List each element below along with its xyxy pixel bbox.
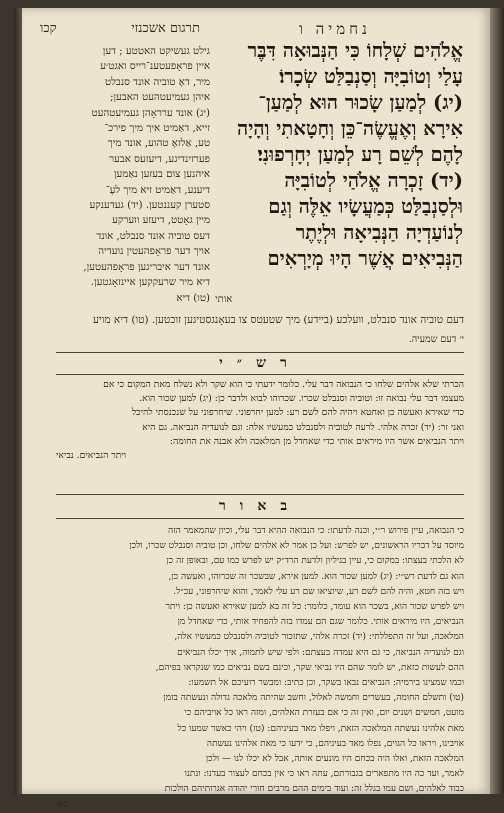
main-line: (יג) לְמַעַן שָׂכוּר הוּא לְמַעַן־: [258, 91, 463, 114]
biur-line: לא הלכתי בעצתו: במקום כי, עיין בגיליון ולדעת הרד״ק יש לפרש כמו עם, ובאופן זה כן: [166, 556, 464, 567]
targum-line: סטערן קעננטען. (יד) געדענקע: [89, 200, 210, 212]
biur-line: (טו) ותשלם החומה, בעשרים וחמשה לאלול, וחשב שהיתה מלאכה גדולה ונעשתה בזמן: [163, 693, 464, 704]
biur-line: מאת אלהינו נעשתה המלאכה הזאת, ויפלו מאד בעיניהם: (טז) ויהי כאשר שמעו כל: [177, 723, 464, 734]
targum-line: דעס טוביה אונד סנבלט, אונד: [96, 230, 210, 242]
page-edge: [490, 8, 504, 794]
targum-continuation: דעם טוביה אונד סנבלט, וועלכע (ביידע) מיך שטעטס צו בעאָנגסטיגען זוכטען. (טו) דיא מויע: [92, 314, 464, 326]
targum-column: [62, 44, 210, 306]
rashi-line: הכרתי שלא אלהים שלחו כי הנבואה דבר עלי. כלומר ידעתי כי הוא שקר ולא נשלח מאת המקום כי אם: [103, 379, 464, 390]
footnote: י׳ דעם שמעיה.: [408, 334, 464, 345]
main-text: [215, 38, 463, 298]
targum-line: דיענע, דאַמיט זיא מיך לעֶ־: [105, 184, 210, 196]
targum-line: זייא, דאַמיט איך מיך פירכ־: [104, 123, 210, 135]
targum-line: מיר, דאָ טוביה אונד סנבלט: [105, 76, 210, 88]
biur-line: הוא גם לדעת רש״י: (יג) למען שכור הוא. למען אירא, שבשכר זה שכרוהו, ואעשה כן,: [168, 571, 464, 582]
main-line: (יד) זָכְרָה אֱלֹהַי לְטוֹבִיָּה: [284, 169, 463, 192]
targum-line: אונד דער איבריגען פראָפהעטען,: [83, 261, 210, 273]
rashi-line: כדי שאירא ואעשה כן ואחטא ויהיה להם לשם רע: למען יחרפוני. שיחרפוני על שנכנסתי להיכל: [131, 407, 464, 419]
targum-line: דיא מיר שרעקקען איינזאָגטען.: [90, 277, 210, 289]
biur-line: כי הנבואה, עיין פירוש ר״י, וכנה לדעתו: כי הנבואה ההיא דבר עלי, וכיון שהמאמר הזה: [168, 526, 464, 536]
main-line: עָלַי וְטוֹבִיָּה וְסַנְבַלַּט שְׂכָרוֹ׃: [279, 65, 463, 88]
main-line: הַנְּבִיאִים אֲשֶׁר הָיוּ מְיָרְאִים: [267, 247, 463, 270]
targum-header: תרגום אשכנזי: [131, 21, 200, 36]
biur-line: המלאכה הזאת, ואלו היה בכחם היו מונעים אותה, אבל לא יכלו לנו — ולכן: [205, 754, 464, 765]
targum-line: מיין גאָטט, דיעזע ווערקע: [112, 215, 210, 227]
main-line: לְנוֹעַדְיָה הַנְּבִיאָה וּלְיֶתֶר: [295, 221, 463, 244]
main-line: וּלְסַנְבַלַּט כְּמַעֲשָׂיו אֵלֶּה וְגַם: [268, 195, 463, 218]
biur-line: כבוד לאלהים, ושם עמו בגלל זה: ועוד בימים ההם מרבים חורי יהודה אגרותיהם הולכות: [164, 784, 464, 795]
biur-line: ההם לעשות כזאת, יש לומר שהם היו נביאי שקר, וכינם בשם נביאים כמו שנקראו בפיהם,: [155, 662, 464, 673]
biur-line: מיוסד על דבריו הראשונים, יש לפרש: ועל כן אמר לא אלהים שלחו, וכן טוביה וסנבלט שכרו, ולכן: [129, 541, 464, 552]
divider: [56, 352, 464, 353]
page-number: קכו: [40, 21, 57, 36]
biur-line: וכמו שמצינו בירמיה: הנביאים נבאו בשקר, וכן כתיב: ומבשר רועיכם אל תשמעו:: [188, 678, 464, 689]
targum-line: אויך דער פראָפהעטין נועדיה: [98, 246, 210, 258]
targum-line: איהנען צום בעזען נאַמען: [113, 169, 210, 181]
rashi-title: רש״י: [219, 355, 301, 371]
biur-catchword: כאו: [56, 799, 69, 810]
divider: [56, 518, 464, 519]
catchword: אותי: [215, 294, 233, 305]
main-line: לָהֶם לְשֵׁם רָע לְמַעַן יְחָרְפוּנִי׃: [257, 143, 463, 166]
biur-line: המלאכה, ועל זה התפללתי: (יד) זכרה אלהי, שתזכור לטוביה ולסנבלט כמעשיו אלה,: [174, 632, 464, 643]
rashi-line: ויתר הנביאים אשר היו מיראים אותי כדי שאחדל מן המלאכה ולא אבנה את החומה:: [169, 435, 464, 447]
targum-line: גילט געשיקט האטטע ; דען: [102, 46, 210, 57]
divider: [56, 374, 464, 375]
targum-line: (יג) אונד ערראָהן געמיעטהעט: [91, 107, 210, 119]
biur-line: וגם לנועדיה הנביאה, כי גם היא עמדה בעצתם: ולפי שיש לתמוה, איך יכלו הנביאים: [177, 647, 464, 658]
biur-line: ויש לפרש שכור הוא, בשכר הוא עומד, כלומר: כל זה בא למען שאירא ואעשה כן: ויתר: [165, 602, 464, 613]
biur-line: ויש בזה חטא, והיה להם לשם רע, שיוציאו שם רע עלי לאמר, והוא שיחרפוני, עכ״ל.: [173, 586, 464, 597]
targum-line: איהן געמיעטהעט האבען;: [110, 92, 210, 104]
main-line: אֱלֹהִים שְׁלָחוֹ כִּי הַנְּבוּאָה דִּבֶּר: [247, 39, 463, 62]
rashi-line: מעצמו דבר עלי נבואה זו: וטוביה וסנבלט שכרו. שכרוהו לבוא ולדבר כן: (יג) למען שכור הוא.: [139, 393, 464, 405]
biur-commentary: [56, 524, 464, 813]
biur-line: אויבינו, ויראו כל הגוים, נפלו מאד בעיניהם, כי ידעו כי מאת אלהינו נעשתה: [206, 738, 464, 749]
rashi-commentary: [56, 378, 464, 463]
rashi-line: ואני זר: (יד) זכרה אלהי. לרעה לטוביה ולסנבלט כמעשיו אלה: וגם לנועדיה הנביאה. גם היא: [142, 421, 464, 433]
book-chapter-header: נחמיה ו: [299, 20, 371, 38]
targum-line: איין פראָפעטענ־רייס ואגט׳ע: [100, 61, 210, 73]
divider: [56, 494, 464, 495]
biur-line: לאמר, ועד כה היו מתפארים בגבורתם, עתה ראו כי אין בכחם לעצור בעדנו: ונתנו: [184, 769, 464, 780]
biur-line: מועט, חמשים ושנים יום, ואין זה כי אם בעזרת האלהים, ומזה ראו כל אויביהם כי: [184, 708, 464, 719]
biur-line: הנביאים, היו מיראים אותי. כלומר שגם הם עמדו בזה להפחיד אותי, כדי שאחדל מן: [177, 617, 464, 628]
rashi-line: ויתר הנביאים. נביאי: [56, 450, 127, 462]
targum-line: פערזינדיגע, דיעזעס אבער: [109, 153, 210, 165]
biur-title: באור: [218, 498, 302, 514]
targum-line: טע, אַלזאָ טהוע, אונד מיך: [107, 138, 210, 150]
targum-line: (טו) דיא: [176, 292, 210, 304]
main-line: אִירָא וְאֶעֱשֶׂה־כֵּן וְחָטָאתִי וְהָיָה: [236, 117, 463, 140]
